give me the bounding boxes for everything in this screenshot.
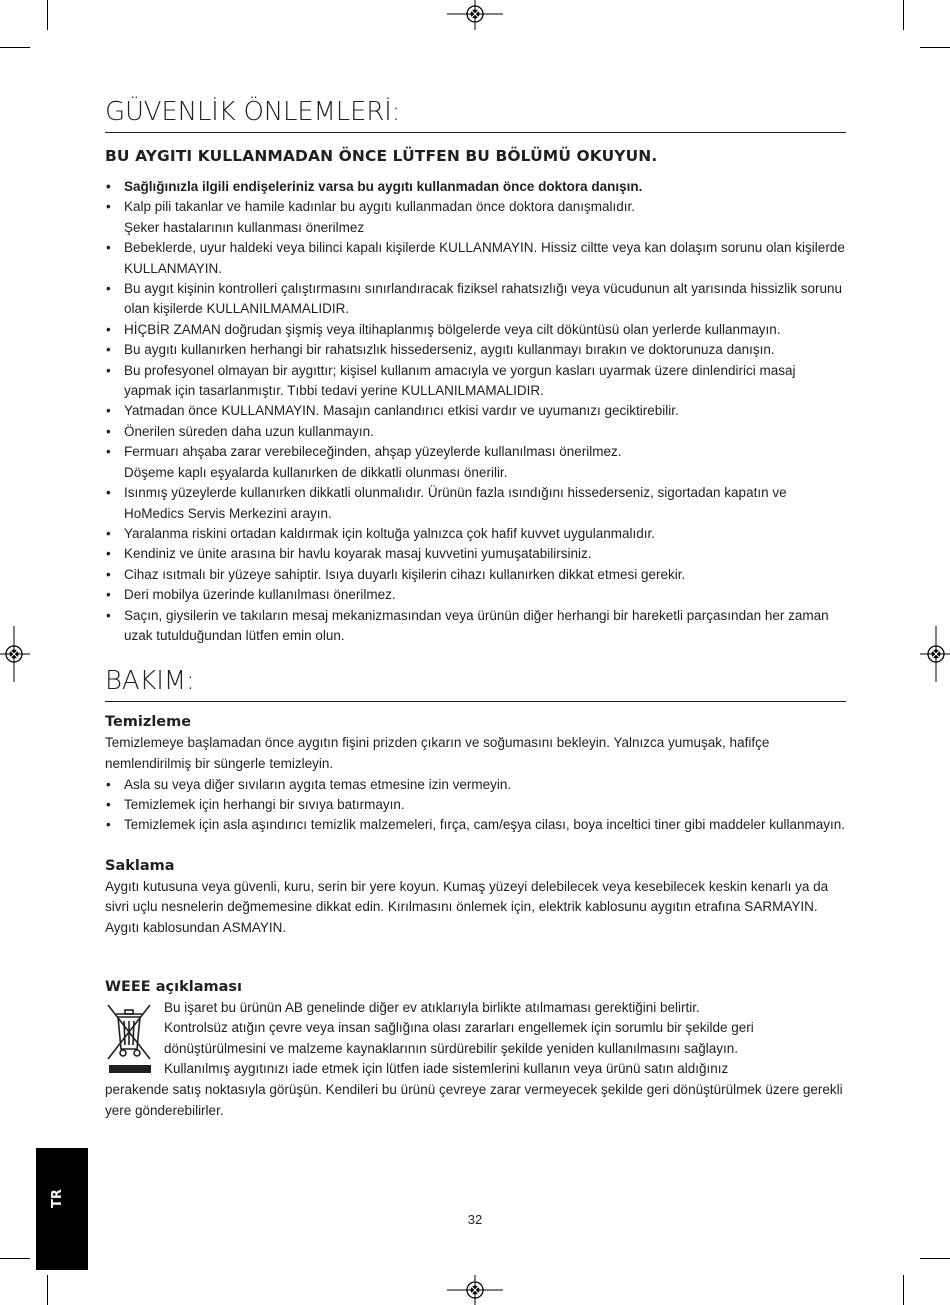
list-item: • HİÇBİR ZAMAN doğrudan şişmiş veya iltihaplanmış bölgelerde veya cilt döküntüsü olan yerlerde kullanmayın. xyxy=(105,320,846,340)
registration-mark-icon xyxy=(920,626,950,682)
weee-heading: WEEE açıklaması xyxy=(105,978,242,995)
safety-title: GÜVENLİK ÖNLEMLERİ: xyxy=(105,95,846,133)
list-item: • Sağlığınızla ilgili endişeleriniz varsa bu aygıtı kullanmadan önce doktora danışın. xyxy=(105,177,846,197)
cleaning-heading: Temizleme xyxy=(105,714,192,731)
page-number: 32 xyxy=(467,1212,483,1227)
crop-mark xyxy=(47,1275,48,1305)
crop-mark xyxy=(920,47,950,48)
crop-mark xyxy=(920,1258,950,1259)
storage-heading: Saklama xyxy=(105,857,175,874)
list-item: • Bebeklerde, uyur haldeki veya bilinci kapalı kişilerde KULLANMAYIN. Hissiz ciltte veya kan dolaşım sorunu olan kişilerde KULLANMAYIN. xyxy=(105,238,846,279)
cleaning-list xyxy=(105,775,846,836)
crop-mark xyxy=(47,0,48,30)
registration-mark-icon xyxy=(447,1275,503,1305)
safety-subtitle: BU AYGITI KULLANMADAN ÖNCE LÜTFEN BU BÖLÜMÜ OKUYUN. xyxy=(105,147,658,165)
registration-mark-icon xyxy=(447,0,503,30)
list-item: • Bu profesyonel olmayan bir aygıttır; kişisel kullanım amacıyla ve yorgun kasları uyarmak üzere dinlendirici masaj yapmak için tasarlanmıştır. Tıbbi tedavi yerine KULLANILMAMALIDIR. xyxy=(105,361,846,402)
crop-mark xyxy=(0,1258,30,1259)
weee-line: dönüştürülmesini ve malzeme kaynaklarının sürdürebilir şekilde yeniden kullanılmasını sağlayın. xyxy=(164,1040,739,1056)
list-item: • Önerilen süreden daha uzun kullanmayın. xyxy=(105,422,846,442)
crop-mark xyxy=(903,0,904,30)
list-item: • Cihaz ısıtmalı bir yüzeye sahiptir. Isıya duyarlı kişilerin cihazı kullanırken dikkat etmesi gerekir. xyxy=(105,565,846,585)
list-item: • Temizlemek için asla aşındırıcı temizlik malzemeleri, fırça, cam/eşya cilası, boya inceltici tiner gibi maddeler kullanmayın. xyxy=(105,815,846,835)
list-item: • Saçın, giysilerin ve takıların mesaj mekanizmasından veya ürünün diğer herhangi bir hareketli parçasından her zaman uzak tutulduğundan lütfen emin olun. xyxy=(105,606,846,647)
storage-text: Aygıtı kutusuna veya güvenli, kuru, serin bir yere koyun. Kumaş yüzeyi delebilecek veya kesebilecek keskin kenarlı ya da sivri uçlu nesnelerin değmemesine dikkat edin. Kırılmasını önlemek için, elektrik kablosunu aygıtın etrafına SARMAYIN. Aygıtı kablosundan ASMAYIN. xyxy=(105,878,829,935)
list-item: • Deri mobilya üzerinde kullanılması önerilmez. xyxy=(105,585,846,605)
cleaning-text: Temizlemeye başlamadan önce aygıtın fişini prizden çıkarın ve soğumasını bekleyin. Yalnızca yumuşak, hafifçe nemlendirilmiş bir süngerle temizleyin. xyxy=(105,735,770,771)
crop-mark xyxy=(903,1275,904,1305)
list-item: • Isınmış yüzeylerde kullanırken dikkatli olunmalıdır. Ürünün fazla ısındığını hissederseniz, sigortadan kapatın ve HoMedics Servis Merkezini arayın. xyxy=(105,483,846,524)
weee-line: Bu işaret bu ürünün AB genelinde diğer ev atıklarıyla birlikte atılmaması gerektiğini belirtir. xyxy=(164,999,700,1015)
list-item: • Asla su veya diğer sıvıların aygıta temas etmesine izin vermeyin. xyxy=(105,775,846,795)
language-tab: TR xyxy=(36,1148,88,1270)
page-content xyxy=(105,95,846,1121)
list-item: • Temizlemek için herhangi bir sıvıya batırmayın. xyxy=(105,795,846,815)
weee-line: Kullanılmış aygıtınızı iade etmek için lütfen iade sistemlerini kullanın veya ürünü satın aldığınız xyxy=(164,1061,729,1077)
weee-line: Kontrolsüz atığın çevre veya insan sağlığına olası zararları engellemek için sorumlu bir şekilde geri xyxy=(164,1020,754,1036)
crossed-out-wheelie-bin-icon xyxy=(105,1001,155,1077)
list-item: • Kendiniz ve ünite arasına bir havlu koyarak masaj kuvvetini yumuşatabilirsiniz. xyxy=(105,544,846,564)
care-title: BAKIM: xyxy=(105,664,846,702)
list-item: • Fermuarı ahşaba zarar verebileceğinden, ahşap yüzeylerde kullanılması önerilmez. Döşeme kaplı eşyalarda kullanırken de dikkatli olunması önerilir. xyxy=(105,442,846,483)
list-item: • Kalp pili takanlar ve hamile kadınlar bu aygıtı kullanmadan önce doktora danışmalıdır. Şeker hastalarının kullanması önerilmez xyxy=(105,197,846,238)
list-item: • Yatmadan önce KULLANMAYIN. Masajın canlandırıcı etkisi vardır ve uyumanızı geciktirebilir. xyxy=(105,401,846,421)
registration-mark-icon xyxy=(0,626,30,682)
safety-list xyxy=(105,177,846,646)
weee-section xyxy=(105,998,846,1122)
list-item: • Bu aygıt kişinin kontrolleri çalıştırmasını sınırlandıracak fiziksel rahatsızlığı veya vücudunun alt yarısında hissizlik sorunu olan kişilerde KULLANILMAMALIDIR. xyxy=(105,279,846,320)
list-item: • Yaralanma riskini ortadan kaldırmak için koltuğa yalnızca çok hafif kuvvet uygulanmalıdır. xyxy=(105,524,846,544)
list-item: • Bu aygıtı kullanırken herhangi bir rahatsızlık hissederseniz, aygıtı kullanmayı bırakın ve doktorunuza danışın. xyxy=(105,340,846,360)
crop-mark xyxy=(0,47,30,48)
weee-tail-text: perakende satış noktasıyla görüşün. Kendileri bu ürünü çevreye zarar vermeyecek şekilde geri dönüştürülmek üzere gerekli yere gönderebilirler. xyxy=(105,1081,843,1118)
